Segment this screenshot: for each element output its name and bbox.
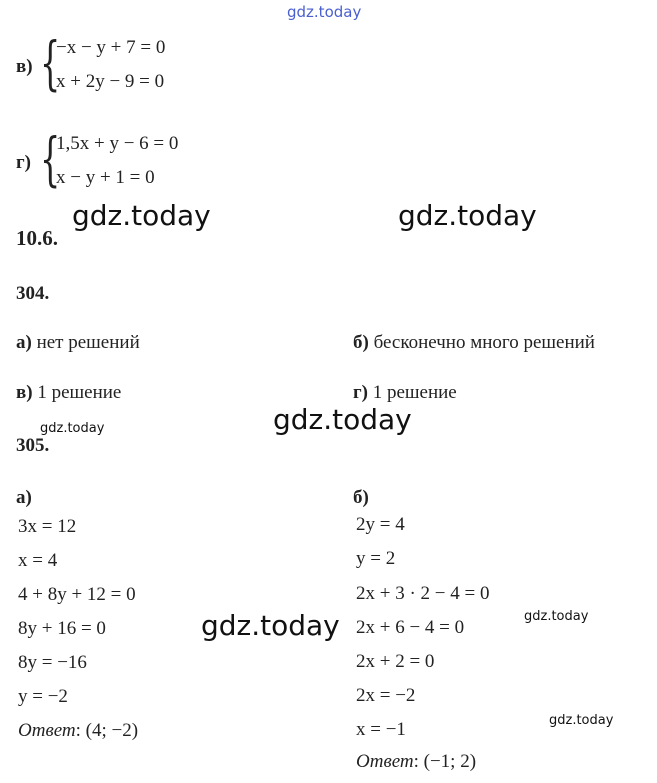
p305-b-line: 2x + 3 · 2 − 4 = 0	[356, 583, 490, 604]
watermark-large: gdz.today	[72, 199, 211, 232]
p304-a-label: а)	[16, 332, 32, 353]
answer-word: Ответ	[356, 751, 414, 772]
p305-b-label: б)	[353, 487, 369, 508]
p305-b-line: 2y = 4	[356, 514, 405, 535]
p305-b-line: 2x + 2 = 0	[356, 651, 435, 672]
p305-b-line: y = 2	[356, 548, 396, 569]
p304-g-label: г)	[353, 382, 368, 403]
p304-b-label: б)	[353, 332, 369, 353]
brace-icon: {	[40, 125, 61, 193]
p304-a-text: нет решений	[36, 332, 140, 353]
p305-a-line: 8y + 16 = 0	[18, 618, 106, 639]
system-v-eq1: −x − y + 7 = 0	[56, 37, 166, 58]
p304-b	[353, 332, 595, 354]
watermark-small: gdz.today	[549, 713, 614, 728]
p304-b-text: бесконечно много решений	[373, 332, 595, 353]
watermark-small: gdz.today	[524, 609, 589, 624]
watermark-large: gdz.today	[398, 199, 537, 232]
watermark-large: gdz.today	[273, 403, 412, 436]
p305-a-line: 4 + 8y + 12 = 0	[18, 584, 136, 605]
watermark-large: gdz.today	[201, 609, 340, 642]
system-g-eq1: 1,5x + y − 6 = 0	[56, 133, 179, 154]
problem-304-number: 304.	[16, 283, 50, 304]
p304-v-text: 1 решение	[37, 382, 122, 403]
p305-a-label: а)	[16, 487, 32, 508]
system-g-label: г)	[16, 152, 31, 173]
watermark-small: gdz.today	[40, 421, 105, 436]
p305-b-line: 2x = −2	[356, 685, 416, 706]
p304-g	[353, 382, 457, 404]
p304-a	[16, 332, 140, 354]
answer-word: Ответ	[18, 720, 76, 741]
system-v-label: в)	[16, 56, 33, 77]
p304-v	[16, 382, 121, 404]
system-g-eq2: x − y + 1 = 0	[56, 167, 155, 188]
section-number: 10.6.	[16, 226, 58, 250]
p305-a-line: x = 4	[18, 550, 58, 571]
brace-icon: {	[40, 29, 61, 97]
p304-g-text: 1 решение	[372, 382, 457, 403]
p305-a-line: 3x = 12	[18, 516, 77, 537]
p305-b-line: 2x + 6 − 4 = 0	[356, 617, 465, 638]
p304-v-label: в)	[16, 382, 33, 403]
p305-a-answer	[18, 720, 138, 742]
p305-a-line: y = −2	[18, 686, 68, 707]
answer-value: : (4; −2)	[75, 720, 139, 741]
watermark-top: gdz.today	[287, 3, 362, 21]
p305-b-answer	[356, 751, 476, 773]
answer-value: : (−1; 2)	[413, 751, 477, 772]
p305-a-line: 8y = −16	[18, 652, 87, 673]
p305-b-line: x = −1	[356, 719, 406, 740]
problem-305-number: 305.	[16, 435, 50, 456]
system-v-eq2: x + 2y − 9 = 0	[56, 71, 165, 92]
